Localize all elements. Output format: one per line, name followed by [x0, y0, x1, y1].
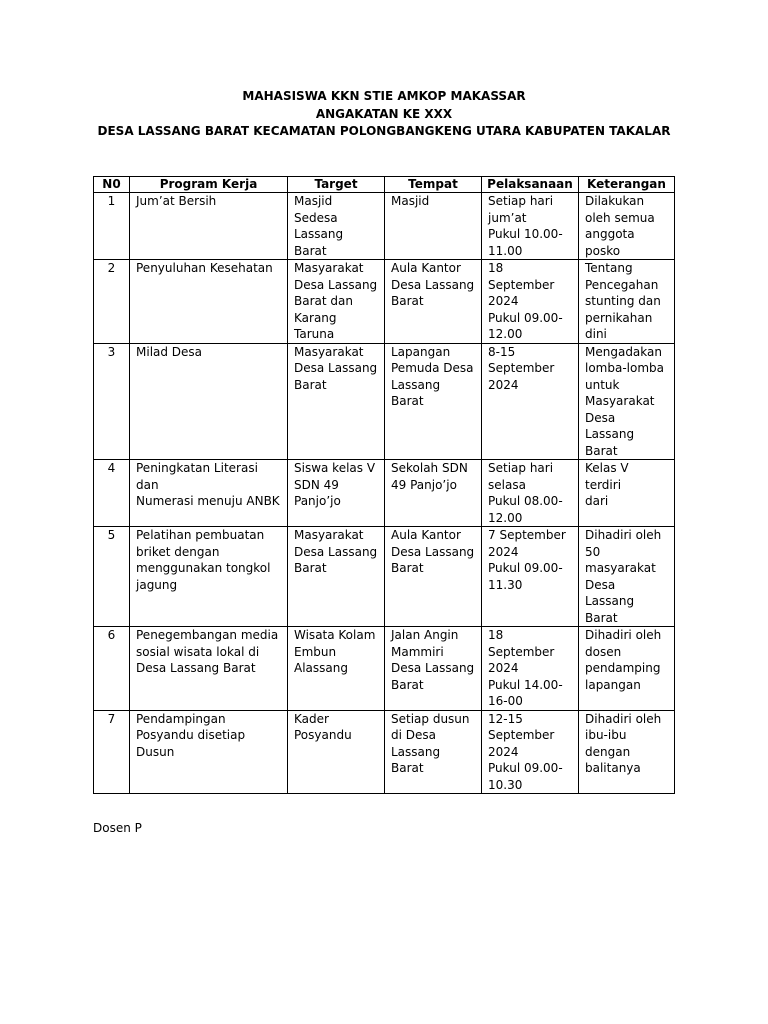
cell-line: Sekolah SDN [391, 461, 468, 475]
cell-target [288, 343, 385, 460]
cell-line: Panjo’jo [294, 494, 341, 508]
table-row [94, 260, 675, 344]
cell-line: Desa Lassang [391, 661, 475, 675]
cell-line: 12.00 [488, 510, 523, 525]
cell-no: 2 [94, 260, 130, 344]
cell-line: lomba-lomba [585, 361, 665, 375]
cell-line: anggota [585, 227, 635, 241]
table-row [94, 710, 675, 794]
cell-line: Lassang Barat [391, 377, 441, 408]
cell-line: sosial wisata lokal di [136, 644, 260, 659]
cell-line: Jalan Angin [391, 628, 459, 642]
cell-line: Barat [585, 443, 618, 458]
cell-line: 49 Panjo’jo [391, 477, 457, 492]
cell-pelaksanaan [482, 627, 579, 711]
cell-line: Masyarakat [294, 261, 364, 275]
cell-keterangan [579, 627, 675, 711]
cell-line: Pemuda Desa [391, 361, 474, 375]
table-row [94, 193, 675, 260]
cell-keterangan [579, 710, 675, 794]
cell-line: Desa Lassang [294, 361, 378, 375]
cell-line: 2024 [488, 294, 519, 308]
cell-line: Barat [294, 377, 327, 392]
cell-line: 12.00 [488, 327, 523, 341]
cell-line: Pukul 09.00- [488, 761, 563, 775]
cell-line: Milad Desa [136, 344, 203, 359]
cell-line: oleh semua [585, 210, 655, 225]
table-row [94, 527, 675, 627]
cell-program [130, 627, 288, 711]
cell-line: Jum’at Bersih [136, 194, 217, 208]
cell-tempat [385, 193, 482, 260]
cell-program [130, 343, 288, 460]
header-keterangan: Keterangan [579, 177, 675, 193]
cell-pelaksanaan [482, 710, 579, 794]
document-title [0, 88, 768, 141]
cell-line: Barat dan [294, 294, 353, 308]
cell-line: Embun [294, 644, 337, 659]
cell-line: 16-00 [488, 694, 523, 708]
cell-line: Barat [585, 610, 618, 625]
title-line-location: DESA LASSANG BARAT KECAMATAN POLONGBANGKENG UTARA KABUPATEN TAKALAR [97, 124, 671, 138]
cell-line: jagung [136, 577, 178, 592]
cell-line: Pelatihan pembuatan [136, 528, 265, 542]
header-program: Program Kerja [130, 177, 288, 193]
cell-line: Pukul 10.00- [488, 227, 563, 241]
cell-line: Numerasi menuju ANBK [136, 494, 280, 508]
header-no: N0 [94, 177, 130, 193]
cell-pelaksanaan [482, 527, 579, 627]
cell-line: Setiap hari [488, 461, 554, 475]
cell-line: 2024 [488, 544, 519, 559]
cell-line: Pukul 08.00- [488, 494, 563, 508]
cell-line: 12-15 [488, 711, 523, 726]
cell-line: dengan [585, 744, 631, 759]
cell-line: Lapangan [391, 344, 451, 359]
cell-line: Desa Lassang Barat [136, 661, 256, 675]
cell-line: Dihadiri oleh [585, 711, 662, 726]
cell-line: Pukul 14.00- [488, 677, 563, 692]
cell-target [288, 527, 385, 627]
cell-no: 1 [94, 193, 130, 260]
header-target: Target [288, 177, 385, 193]
cell-line: Pencegahan [585, 277, 659, 292]
cell-line: briket dengan [136, 544, 220, 559]
cell-line: Lassang Barat [391, 744, 441, 775]
cell-line: dari [585, 494, 609, 508]
cell-line: Alassang [294, 661, 348, 675]
cell-line: Posyandu disetiap Dusun [136, 728, 246, 759]
cell-line: Setiap dusun [391, 711, 470, 726]
cell-tempat [385, 527, 482, 627]
table-row [94, 627, 675, 711]
cell-line: Masjid [391, 194, 430, 208]
cell-program [130, 260, 288, 344]
cell-pelaksanaan [482, 260, 579, 344]
cell-no: 5 [94, 527, 130, 627]
cell-line: Barat [294, 561, 327, 575]
table-header-row [94, 177, 675, 193]
cell-target [288, 260, 385, 344]
cell-line: Peningkatan Literasi dan [136, 461, 258, 492]
cell-target [288, 710, 385, 794]
footer-signature: Dosen P [93, 821, 142, 835]
table-row [94, 460, 675, 527]
header-pelaksanaan: Pelaksanaan [482, 177, 579, 193]
cell-keterangan [579, 527, 675, 627]
table-row [94, 343, 675, 460]
cell-line: dosen [585, 644, 622, 659]
cell-line: 7 September [488, 528, 566, 542]
cell-line: Masjid Sedesa [294, 194, 338, 225]
cell-line: 11.00 [488, 243, 523, 258]
cell-target [288, 193, 385, 260]
cell-line: Setiap hari [488, 194, 554, 208]
cell-line: lapangan [585, 677, 641, 692]
cell-line: Wisata Kolam [294, 628, 376, 642]
cell-program [130, 527, 288, 627]
cell-no: 3 [94, 343, 130, 460]
cell-line: pernikahan [585, 310, 653, 325]
cell-line: Aula Kantor [391, 261, 461, 275]
cell-keterangan [579, 460, 675, 527]
cell-tempat [385, 710, 482, 794]
cell-line: Mammiri [391, 644, 444, 659]
cell-no: 4 [94, 460, 130, 527]
cell-no: 7 [94, 710, 130, 794]
cell-target [288, 460, 385, 527]
cell-tempat [385, 260, 482, 344]
cell-line: 2024 [488, 377, 519, 392]
cell-line: Pukul 09.00- [488, 561, 563, 575]
cell-line: stunting dan [585, 294, 661, 308]
cell-line: Mengadakan [585, 344, 662, 359]
cell-line: 18 September [488, 628, 555, 659]
cell-program [130, 193, 288, 260]
cell-keterangan [579, 193, 675, 260]
cell-line: Masyarakat [585, 394, 655, 408]
cell-line: Lassang Barat [294, 227, 344, 258]
cell-line: September [488, 361, 555, 375]
cell-line: Masyarakat [294, 528, 364, 542]
cell-line: Barat [391, 561, 424, 575]
cell-keterangan [579, 343, 675, 460]
title-line-institution: MAHASISWA KKN STIE AMKOP MAKASSAR [242, 89, 526, 103]
cell-line: Barat [391, 294, 424, 308]
cell-line: untuk [585, 377, 620, 392]
cell-line: 10.30 [488, 777, 523, 792]
cell-line: posko [585, 243, 621, 258]
cell-line: Dihadiri oleh [585, 628, 662, 642]
cell-line: Desa Lassang [585, 577, 635, 608]
cell-line: ibu-ibu [585, 728, 627, 742]
cell-line: Tentang [585, 261, 633, 275]
cell-line: Desa Lassang [585, 410, 635, 441]
cell-pelaksanaan [482, 460, 579, 527]
cell-line: Dilakukan [585, 194, 645, 208]
cell-line: Posyandu [294, 728, 352, 742]
cell-line: balitanya [585, 761, 641, 775]
cell-line: 11.30 [488, 577, 523, 592]
cell-line: Pukul 09.00- [488, 310, 563, 325]
cell-tempat [385, 460, 482, 527]
cell-line: Penyuluhan Kesehatan [136, 261, 273, 275]
cell-pelaksanaan [482, 343, 579, 460]
cell-target [288, 627, 385, 711]
cell-program [130, 460, 288, 527]
work-program-table [93, 176, 675, 794]
cell-tempat [385, 343, 482, 460]
cell-line: Karang Taruna [294, 310, 337, 341]
cell-line: 2024 [488, 661, 519, 675]
cell-line: jum’at [488, 210, 527, 225]
header-tempat: Tempat [385, 177, 482, 193]
cell-line: September [488, 728, 555, 742]
cell-line: Barat [391, 677, 424, 692]
table-body [94, 193, 675, 794]
cell-line: 2024 [488, 744, 519, 759]
cell-pelaksanaan [482, 193, 579, 260]
cell-line: pendamping [585, 661, 661, 675]
cell-line: Pendampingan [136, 711, 226, 726]
cell-line: 50 [585, 544, 601, 559]
cell-line: SDN 49 [294, 477, 339, 492]
cell-line: Desa Lassang [391, 544, 475, 559]
cell-line: masyarakat [585, 561, 656, 575]
cell-program [130, 710, 288, 794]
cell-line: menggunakan tongkol [136, 561, 271, 575]
cell-line: dini [585, 327, 607, 341]
cell-line: Aula Kantor [391, 528, 461, 542]
cell-line: Kader [294, 711, 329, 726]
cell-line: Desa Lassang [294, 277, 378, 292]
cell-keterangan [579, 260, 675, 344]
cell-line: Siswa kelas V [294, 461, 376, 475]
cell-line: Kelas V terdiri [585, 461, 629, 492]
cell-tempat [385, 627, 482, 711]
cell-line: di Desa [391, 728, 436, 742]
cell-line: 8-15 [488, 344, 516, 359]
cell-line: Masyarakat [294, 344, 364, 359]
title-line-batch: ANGAKATAN KE XXX [315, 106, 453, 121]
cell-line: Desa Lassang [391, 277, 475, 292]
cell-line: selasa [488, 477, 526, 492]
cell-no: 6 [94, 627, 130, 711]
cell-line: Dihadiri oleh [585, 528, 662, 542]
cell-line: Penegembangan media [136, 628, 279, 642]
cell-line: 18 September [488, 261, 555, 292]
cell-line: Desa Lassang [294, 544, 378, 559]
